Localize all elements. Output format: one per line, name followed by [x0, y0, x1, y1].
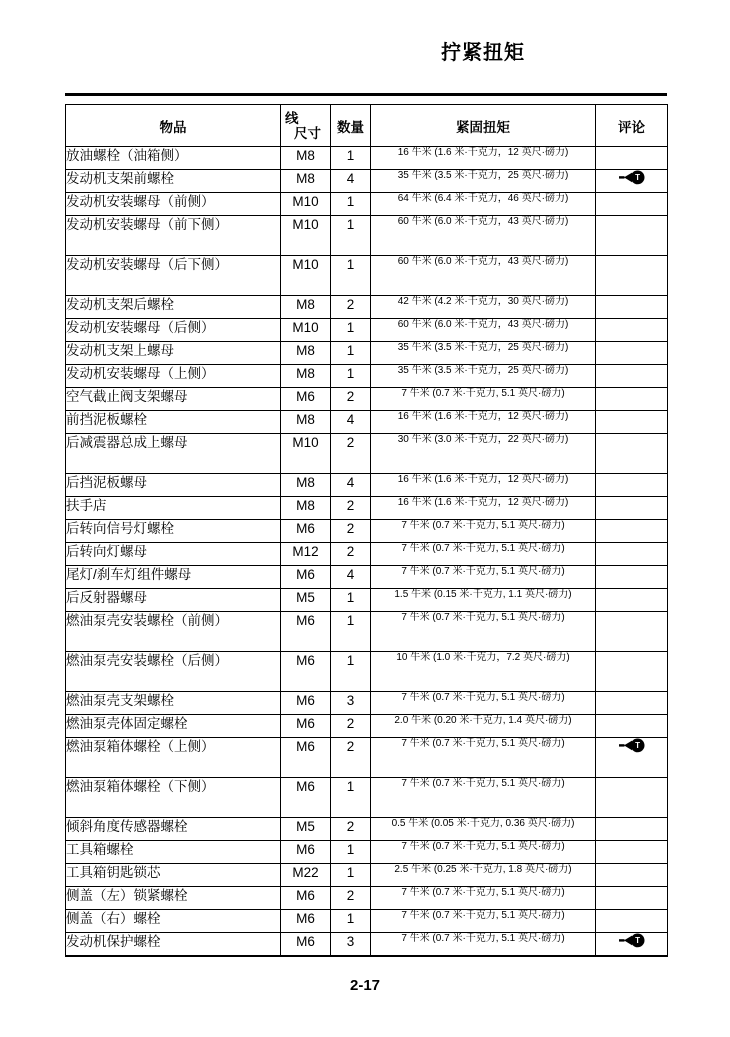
torque-cell: 1.5 牛米 (0.15 米·千克力, 1.1 英尺·磅力): [371, 589, 596, 612]
qty-cell: 1: [331, 147, 371, 170]
qty-cell: 1: [331, 778, 371, 818]
item-cell: 燃油泵壳支架螺栓: [66, 692, 281, 715]
thread-size-cell: M8: [281, 342, 331, 365]
torque-cell: 2.0 牛米 (0.20 米·千克力, 1.4 英尺·磅力): [371, 715, 596, 738]
qty-cell: 1: [331, 841, 371, 864]
item-cell: 倾斜角度传感器螺栓: [66, 818, 281, 841]
thread-size-cell: M10: [281, 193, 331, 216]
torque-table: [65, 104, 668, 957]
qty-cell: 4: [331, 411, 371, 434]
thread-size-cell: M10: [281, 434, 331, 474]
remarks-cell: [596, 715, 668, 738]
torque-cell: 7 牛米 (0.7 米·千克力, 5.1 英尺·磅力): [371, 520, 596, 543]
table-row: [66, 715, 668, 738]
item-cell: 发动机支架上螺母: [66, 342, 281, 365]
remarks-cell: [596, 864, 668, 887]
torque-cell: 16 牛米 (1.6 米·千克力，12 英尺·磅力): [371, 147, 596, 170]
torque-cell: 7 牛米 (0.7 米·千克力, 5.1 英尺·磅力): [371, 738, 596, 778]
remarks-cell: [596, 520, 668, 543]
qty-cell: 2: [331, 497, 371, 520]
torque-cell: 64 牛米 (6.4 米·千克力，46 英尺·磅力): [371, 193, 596, 216]
torque-cell: 0.5 牛米 (0.05 米·千克力, 0.36 英尺·磅力): [371, 818, 596, 841]
svg-text:T: T: [634, 173, 640, 183]
table-row: [66, 193, 668, 216]
torque-cell: 7 牛米 (0.7 米·千克力, 5.1 英尺·磅力): [371, 566, 596, 589]
remarks-cell: [596, 170, 668, 193]
qty-cell: 1: [331, 589, 371, 612]
remarks-cell: [596, 910, 668, 933]
remarks-cell: [596, 147, 668, 170]
remarks-cell: [596, 193, 668, 216]
item-cell: 空气截止阀支架螺母: [66, 388, 281, 411]
item-cell: 发动机安装螺母（前下侧）: [66, 216, 281, 256]
item-cell: 扶手店: [66, 497, 281, 520]
table-row: [66, 910, 668, 933]
item-cell: 前挡泥板螺栓: [66, 411, 281, 434]
qty-cell: 2: [331, 818, 371, 841]
table-row: [66, 147, 668, 170]
thread-size-cell: M6: [281, 652, 331, 692]
qty-cell: 1: [331, 365, 371, 388]
item-cell: 后转向信号灯螺栓: [66, 520, 281, 543]
remarks-header: 评论: [596, 105, 668, 147]
item-cell: 侧盖（左）锁紧螺栓: [66, 887, 281, 910]
table-row: [66, 887, 668, 910]
thread-size-cell: M6: [281, 715, 331, 738]
thread-size-cell: M6: [281, 910, 331, 933]
torque-cell: 7 牛米 (0.7 米·千克力, 5.1 英尺·磅力): [371, 933, 596, 956]
table-row: [66, 738, 668, 778]
item-cell: 发动机安装螺母（后侧）: [66, 319, 281, 342]
thread-size-cell: M12: [281, 543, 331, 566]
thread-size-cell: M10: [281, 216, 331, 256]
item-cell: 发动机安装螺母（前侧）: [66, 193, 281, 216]
torque-cell: 35 牛米 (3.5 米·千克力，25 英尺·磅力): [371, 365, 596, 388]
remarks-cell: [596, 434, 668, 474]
table-row: [66, 342, 668, 365]
table-row: [66, 365, 668, 388]
remarks-cell: [596, 778, 668, 818]
page-number: 2-17: [349, 977, 381, 994]
remarks-cell: [596, 652, 668, 692]
remarks-cell: [596, 818, 668, 841]
thread-size-cell: M6: [281, 388, 331, 411]
thread-size-cell: M5: [281, 589, 331, 612]
table-row: [66, 474, 668, 497]
table-row: [66, 652, 668, 692]
thread-size-cell: M10: [281, 256, 331, 296]
item-cell: 燃油泵箱体螺栓（上侧）: [66, 738, 281, 778]
qty-cell: 1: [331, 319, 371, 342]
item-cell: 燃油泵壳安装螺栓（前侧）: [66, 612, 281, 652]
qty-cell: 1: [331, 216, 371, 256]
item-cell: 工具箱钥匙锁芯: [66, 864, 281, 887]
page-title: 拧紧扭矩: [441, 42, 525, 64]
qty-cell: 2: [331, 715, 371, 738]
remarks-cell: [596, 319, 668, 342]
thread-size-cell: M10: [281, 319, 331, 342]
remarks-cell: [596, 692, 668, 715]
qty-cell: 2: [331, 543, 371, 566]
table-row: [66, 411, 668, 434]
remarks-cell: [596, 296, 668, 319]
thread-size-cell: M6: [281, 778, 331, 818]
remarks-cell: [596, 887, 668, 910]
table-header-row: [66, 105, 668, 147]
remarks-cell: [596, 543, 668, 566]
qty-cell: 1: [331, 612, 371, 652]
remarks-cell: [596, 612, 668, 652]
remarks-cell: [596, 388, 668, 411]
torque-cell: 16 牛米 (1.6 米·千克力，12 英尺·磅力): [371, 497, 596, 520]
table-row: [66, 543, 668, 566]
torque-header: 紧固扭矩: [371, 105, 596, 147]
item-cell: 侧盖（右）螺栓: [66, 910, 281, 933]
table-row: [66, 170, 668, 193]
torque-cell: 7 牛米 (0.7 米·千克力, 5.1 英尺·磅力): [371, 910, 596, 933]
qty-cell: 2: [331, 434, 371, 474]
table-row: [66, 388, 668, 411]
item-cell: 燃油泵壳体固定螺栓: [66, 715, 281, 738]
torque-cell: 7 牛米 (0.7 米·千克力, 5.1 英尺·磅力): [371, 543, 596, 566]
torque-cell: 7 牛米 (0.7 米·千克力, 5.1 英尺·磅力): [371, 692, 596, 715]
thread-size-header-line2: 尺寸: [294, 125, 321, 141]
remarks-cell: [596, 497, 668, 520]
qty-cell: 1: [331, 193, 371, 216]
thread-size-cell: M6: [281, 933, 331, 956]
item-cell: 后减震器总成上螺母: [66, 434, 281, 474]
item-cell: 后挡泥板螺母: [66, 474, 281, 497]
qty-cell: 1: [331, 864, 371, 887]
thread-size-cell: M6: [281, 738, 331, 778]
item-cell: 后反射器螺母: [66, 589, 281, 612]
qty-cell: 2: [331, 520, 371, 543]
qty-cell: 4: [331, 566, 371, 589]
table-row: [66, 841, 668, 864]
torque-cell: 42 牛米 (4.2 米·千克力，30 英尺·磅力): [371, 296, 596, 319]
qty-cell: 1: [331, 910, 371, 933]
item-cell: 发动机安装螺母（上侧）: [66, 365, 281, 388]
remarks-cell: [596, 342, 668, 365]
table-row: [66, 818, 668, 841]
torque-cell: 10 牛米 (1.0 米·千克力，7.2 英尺·磅力): [371, 652, 596, 692]
top-divider: [65, 93, 667, 96]
qty-cell: 2: [331, 738, 371, 778]
torque-wrench-icon: [619, 738, 645, 753]
qty-cell: 1: [331, 652, 371, 692]
qty-cell: 1: [331, 342, 371, 365]
torque-table-body: [66, 147, 668, 956]
remarks-cell: [596, 566, 668, 589]
qty-cell: 1: [331, 256, 371, 296]
table-row: [66, 319, 668, 342]
remarks-cell: [596, 216, 668, 256]
item-cell: 工具箱螺栓: [66, 841, 281, 864]
torque-cell: 60 牛米 (6.0 米·千克力，43 英尺·磅力): [371, 319, 596, 342]
remarks-cell: [596, 256, 668, 296]
table-row: [66, 778, 668, 818]
table-row: [66, 692, 668, 715]
torque-cell: 7 牛米 (0.7 米·千克力, 5.1 英尺·磅力): [371, 612, 596, 652]
torque-cell: 7 牛米 (0.7 米·千克力, 5.1 英尺·磅力): [371, 388, 596, 411]
qty-cell: 3: [331, 692, 371, 715]
thread-size-cell: M8: [281, 474, 331, 497]
torque-table-container: [65, 104, 668, 957]
qty-cell: 3: [331, 933, 371, 956]
item-cell: 燃油泵壳安装螺栓（后侧）: [66, 652, 281, 692]
thread-size-header: [281, 105, 331, 147]
table-row: [66, 566, 668, 589]
qty-cell: 2: [331, 296, 371, 319]
qty-cell: 2: [331, 388, 371, 411]
table-row: [66, 520, 668, 543]
torque-cell: 16 牛米 (1.6 米·千克力，12 英尺·磅力): [371, 474, 596, 497]
item-cell: 燃油泵箱体螺栓（下侧）: [66, 778, 281, 818]
remarks-cell: [596, 841, 668, 864]
thread-size-cell: M6: [281, 887, 331, 910]
torque-cell: 7 牛米 (0.7 米·千克力, 5.1 英尺·磅力): [371, 887, 596, 910]
thread-size-cell: M6: [281, 841, 331, 864]
torque-cell: 35 牛米 (3.5 米·千克力，25 英尺·磅力): [371, 170, 596, 193]
remarks-cell: [596, 474, 668, 497]
item-cell: 发动机支架后螺栓: [66, 296, 281, 319]
thread-size-cell: M6: [281, 566, 331, 589]
remarks-cell: [596, 411, 668, 434]
remarks-cell: [596, 738, 668, 778]
thread-size-cell: M6: [281, 612, 331, 652]
table-row: [66, 296, 668, 319]
item-cell: 尾灯/刹车灯组件螺母: [66, 566, 281, 589]
remarks-cell: [596, 933, 668, 956]
table-row: [66, 589, 668, 612]
table-row: [66, 434, 668, 474]
item-cell: 后转向灯螺母: [66, 543, 281, 566]
thread-size-cell: M6: [281, 692, 331, 715]
qty-cell: 2: [331, 887, 371, 910]
thread-size-cell: M8: [281, 170, 331, 193]
torque-cell: 2.5 牛米 (0.25 米·千克力, 1.8 英尺·磅力): [371, 864, 596, 887]
torque-cell: 7 牛米 (0.7 米·千克力, 5.1 英尺·磅力): [371, 778, 596, 818]
item-cell: 发动机支架前螺栓: [66, 170, 281, 193]
torque-cell: 7 牛米 (0.7 米·千克力, 5.1 英尺·磅力): [371, 841, 596, 864]
torque-cell: 35 牛米 (3.5 米·千克力，25 英尺·磅力): [371, 342, 596, 365]
qty-cell: 4: [331, 170, 371, 193]
thread-size-cell: M8: [281, 411, 331, 434]
torque-cell: 16 牛米 (1.6 米·千克力，12 英尺·磅力): [371, 411, 596, 434]
qty-cell: 4: [331, 474, 371, 497]
table-row: [66, 612, 668, 652]
table-row: [66, 864, 668, 887]
torque-cell: 60 牛米 (6.0 米·千克力，43 英尺·磅力): [371, 216, 596, 256]
thread-size-cell: M8: [281, 296, 331, 319]
svg-text:T: T: [634, 936, 640, 946]
table-row: [66, 256, 668, 296]
thread-size-cell: M8: [281, 497, 331, 520]
thread-size-cell: M22: [281, 864, 331, 887]
thread-size-cell: M6: [281, 520, 331, 543]
torque-cell: 30 牛米 (3.0 米·千克力，22 英尺·磅力): [371, 434, 596, 474]
quantity-header: 数量: [331, 105, 371, 147]
thread-size-cell: M5: [281, 818, 331, 841]
torque-wrench-icon: [619, 170, 645, 185]
item-cell: 放油螺栓（油箱侧）: [66, 147, 281, 170]
thread-size-header-line1: 线: [285, 110, 299, 126]
table-row: [66, 216, 668, 256]
remarks-cell: [596, 365, 668, 388]
item-cell: 发动机保护螺栓: [66, 933, 281, 956]
thread-size-cell: M8: [281, 147, 331, 170]
torque-wrench-icon: [619, 933, 645, 948]
item-header: 物品: [66, 105, 281, 147]
item-cell: 发动机安装螺母（后下侧）: [66, 256, 281, 296]
remarks-cell: [596, 589, 668, 612]
svg-text:T: T: [634, 741, 640, 751]
table-row: [66, 497, 668, 520]
table-row: [66, 933, 668, 956]
thread-size-cell: M8: [281, 365, 331, 388]
torque-cell: 60 牛米 (6.0 米·千克力，43 英尺·磅力): [371, 256, 596, 296]
